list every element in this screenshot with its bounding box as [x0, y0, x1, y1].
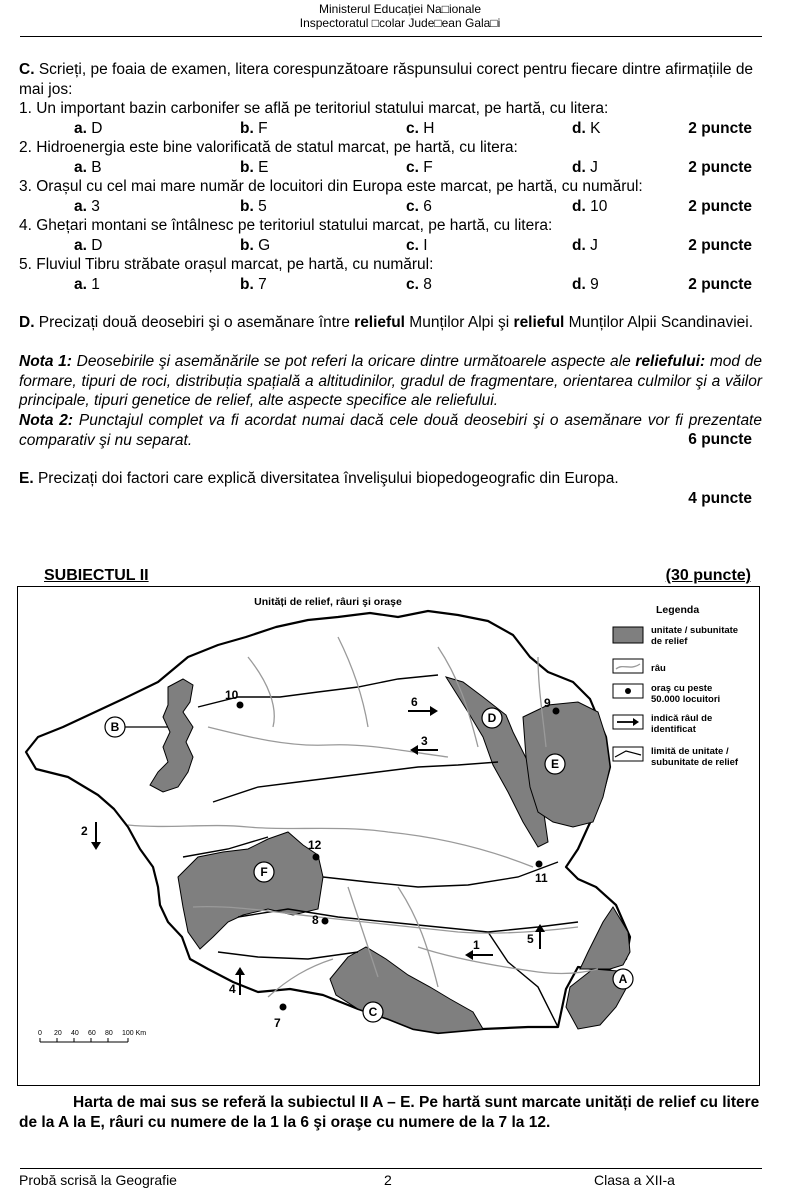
svg-text:C: C	[368, 1005, 378, 1019]
option-letter: d.	[572, 198, 586, 215]
question-2-option-c	[406, 158, 433, 178]
option-value: D	[91, 120, 103, 137]
question-1-options	[19, 119, 762, 139]
legend-city-line2: 50.000 locuitori	[651, 694, 721, 705]
section-d	[19, 313, 762, 333]
legend-limit-line1: limită de unitate /	[651, 746, 729, 757]
svg-text:8: 8	[312, 913, 319, 927]
section-d-bold-1: relieful	[354, 314, 405, 331]
section-d-points	[19, 430, 762, 450]
question-4-option-b	[240, 236, 270, 256]
legend-arrow-line1: indică râul de	[651, 713, 713, 724]
section-e	[19, 469, 762, 489]
romania-map	[17, 586, 760, 1086]
question-1-option-b	[240, 119, 268, 139]
question-3-option-a	[74, 197, 100, 217]
section-e-points-value: 4 puncte	[688, 490, 752, 507]
question-3-option-c	[406, 197, 432, 217]
option-letter: b.	[240, 159, 254, 176]
option-letter: c.	[406, 276, 419, 293]
option-letter: d.	[572, 276, 586, 293]
nota-1-bold: reliefului:	[635, 353, 706, 370]
option-value: I	[423, 237, 428, 254]
section-e-points	[19, 489, 762, 509]
svg-text:D: D	[487, 711, 497, 725]
section-d-text-b: Munților Alpi şi	[404, 314, 514, 331]
legend-arrow-line2: identificat	[651, 724, 696, 735]
question-5-options	[19, 275, 762, 295]
question-5-option-d	[572, 275, 599, 295]
option-value: 10	[590, 198, 608, 215]
relief-label-c	[363, 1002, 383, 1022]
relief-label-a	[613, 969, 633, 989]
option-letter: a.	[74, 120, 87, 137]
option-value: F	[258, 120, 268, 137]
footer-subject: Probă scrisă la Geografie	[19, 1172, 177, 1188]
question-4-points: 2 puncte	[688, 237, 752, 254]
relief-label-f	[254, 862, 274, 882]
option-letter: c.	[406, 198, 419, 215]
option-value: J	[590, 237, 598, 254]
subject-2-points: (30 puncte)	[665, 567, 751, 584]
section-d-bold-2: relieful	[513, 314, 565, 331]
option-value: E	[258, 159, 269, 176]
section-d-letter: D.	[19, 314, 35, 331]
subject-2-title: SUBIECTUL II	[44, 567, 149, 584]
map-caption: Harta de mai sus se referă la subiectul II A – E. Pe hartă sunt marcate unități de relief cu litere de la A la E, râuri cu numere de la 1 la 6 şi oraşe cu numere de la 7 la 12.	[19, 1094, 760, 1131]
relief-label-e	[545, 754, 565, 774]
question-4-text: 4. Ghețari montani se întâlnesc pe teritoriul statului marcat, pe hartă, cu litera:	[19, 217, 553, 234]
scale-label-0: 0	[38, 1030, 42, 1037]
nota-1-text-b: mod de formare, tipuri de roci, distribuția spațială a altitudinilor, gradul de fragmentare, orientarea culmilor şi a văilor principale, tipuri genetice de relief, alte aspecte specifice ale reliefului.	[19, 353, 762, 409]
question-2-points: 2 puncte	[688, 159, 752, 176]
header-inspectorate: Inspectoratul □colar Jude□ean Gala□i	[299, 16, 501, 30]
section-c-intro-text: Scrieți, pe foaia de examen, litera corespunzătoare răspunsului corect pentru fiecare dintre afirmațiile de mai jos:	[19, 61, 754, 98]
option-letter: c.	[406, 120, 419, 137]
option-value: K	[590, 120, 601, 137]
question-1-option-d	[572, 119, 600, 139]
legend-relief-line2: de relief	[651, 636, 688, 647]
option-letter: c.	[406, 159, 419, 176]
question-5-option-c	[406, 275, 432, 295]
map-legend	[613, 604, 739, 768]
question-3-options	[19, 197, 762, 217]
option-value: H	[423, 120, 435, 137]
section-d-points-value: 6 puncte	[688, 431, 752, 448]
option-letter: a.	[74, 159, 87, 176]
svg-text:10: 10	[225, 688, 239, 702]
svg-text:12: 12	[308, 838, 322, 852]
map-title: Unități de relief, râuri şi oraşe	[254, 596, 402, 608]
question-5-option-b	[240, 275, 267, 295]
question-1-text: 1. Un important bazin carbonifer se află pe teritoriul statului marcat, pe hartă, cu litera:	[19, 100, 609, 117]
option-letter: c.	[406, 237, 419, 254]
question-5-text: 5. Fluviul Tibru străbate orașul marcat, pe hartă, cu numărul:	[19, 256, 434, 273]
svg-text:6: 6	[411, 695, 418, 709]
question-2-option-a	[74, 158, 102, 178]
section-e-text: Precizați doi factori care explică diversitatea învelişului biopedogeografic din Europa.	[33, 470, 619, 487]
question-4-option-d	[572, 236, 598, 256]
nota-1-text-a: Deosebirile şi asemănările se pot referi la oricare dintre următoarele aspecte ale	[71, 353, 636, 370]
option-value: F	[423, 159, 433, 176]
legend-relief-swatch	[613, 627, 643, 643]
question-2-options	[19, 158, 762, 178]
option-letter: a.	[74, 276, 87, 293]
legend-relief-line1: unitate / subunitate	[651, 625, 739, 636]
footer-class: Clasa a XII-a	[594, 1172, 675, 1188]
option-letter: d.	[572, 120, 586, 137]
scale-label-80: 80	[105, 1030, 113, 1037]
scale-label-40: 40	[71, 1030, 79, 1037]
question-2-option-d	[572, 158, 598, 178]
option-value: 3	[91, 198, 100, 215]
question-1-points: 2 puncte	[688, 120, 752, 137]
river-arrow-2	[81, 822, 101, 850]
option-value: G	[258, 237, 271, 254]
option-value: 1	[91, 276, 100, 293]
scale-bar	[38, 1030, 146, 1042]
question-2-option-b	[240, 158, 268, 178]
option-letter: b.	[240, 237, 254, 254]
question-3-text: 3. Orașul cu cel mai mare număr de locuitori din Europa este marcat, pe hartă, cu numărul:	[19, 178, 643, 195]
svg-text:2: 2	[81, 824, 88, 838]
svg-text:F: F	[260, 865, 268, 879]
option-value: 9	[590, 276, 599, 293]
question-1-option-c	[406, 119, 434, 139]
svg-text:11: 11	[535, 871, 548, 885]
question-4-option-a	[74, 236, 102, 256]
svg-text:E: E	[550, 757, 560, 771]
question-2-text: 2. Hidroenergia este bine valorificată de statul marcat, pe hartă, cu litera:	[19, 139, 518, 156]
option-value: 7	[258, 276, 267, 293]
option-value: J	[590, 159, 598, 176]
svg-text:7: 7	[274, 1016, 281, 1030]
section-d-text-a: Precizați două deosebiri şi o asemănare între	[34, 314, 355, 331]
page-header	[0, 2, 800, 30]
legend-river-label: râu	[651, 663, 666, 674]
option-value: 8	[423, 276, 432, 293]
section-c-letter: C.	[19, 61, 35, 78]
header-ministry: Ministerul Educației Na□ionale	[319, 2, 481, 16]
svg-text:5: 5	[527, 932, 534, 946]
question-5-points: 2 puncte	[688, 276, 752, 293]
section-d-nota-1	[19, 352, 762, 411]
footer-page-number: 2	[384, 1172, 392, 1188]
option-letter: b.	[240, 120, 254, 137]
section-d-text-c: Munților Alpii Scandinaviei.	[564, 314, 754, 331]
legend-city-line1: oraş cu peste	[651, 683, 713, 694]
option-letter: d.	[572, 159, 586, 176]
question-3-points: 2 puncte	[688, 198, 752, 215]
option-letter: b.	[240, 276, 254, 293]
legend-title: Legenda	[656, 604, 700, 616]
header-divider	[20, 36, 762, 37]
relief-label-d	[482, 708, 502, 728]
option-value: D	[91, 237, 103, 254]
question-4-options	[19, 236, 762, 256]
question-3-option-b	[240, 197, 267, 217]
section-c-intro	[19, 60, 762, 99]
nota-1-label: Nota 1:	[19, 353, 72, 370]
legend-river-swatch	[613, 659, 643, 673]
question-1-option-a	[74, 119, 102, 139]
option-value: B	[91, 159, 102, 176]
question-3-option-d	[572, 197, 607, 217]
scale-label-60: 60	[88, 1030, 96, 1037]
svg-text:3: 3	[421, 734, 428, 748]
option-letter: a.	[74, 237, 87, 254]
legend-limit-line2: subunitate de relief	[651, 757, 739, 768]
nota-2-text: Punctajul complet va fi acordat numai dacă cele două deosebiri şi o asemănare vor fi prezentate comparativ şi nu separat.	[19, 412, 762, 449]
city-7	[274, 1004, 287, 1031]
svg-text:9: 9	[544, 696, 551, 710]
option-letter: a.	[74, 198, 87, 215]
option-letter: b.	[240, 198, 254, 215]
option-value: 5	[258, 198, 267, 215]
svg-text:4: 4	[229, 982, 236, 996]
svg-text:A: A	[618, 972, 628, 986]
question-5-option-a	[74, 275, 100, 295]
scale-label-100: 100 Km	[122, 1030, 147, 1037]
scale-label-20: 20	[54, 1030, 62, 1037]
footer-divider	[20, 1168, 762, 1169]
question-4-option-c	[406, 236, 428, 256]
section-e-letter: E.	[19, 470, 34, 487]
option-letter: d.	[572, 237, 586, 254]
option-value: 6	[423, 198, 432, 215]
svg-text:B: B	[110, 720, 120, 734]
svg-text:1: 1	[473, 938, 480, 952]
nota-2-label: Nota 2:	[19, 412, 74, 429]
